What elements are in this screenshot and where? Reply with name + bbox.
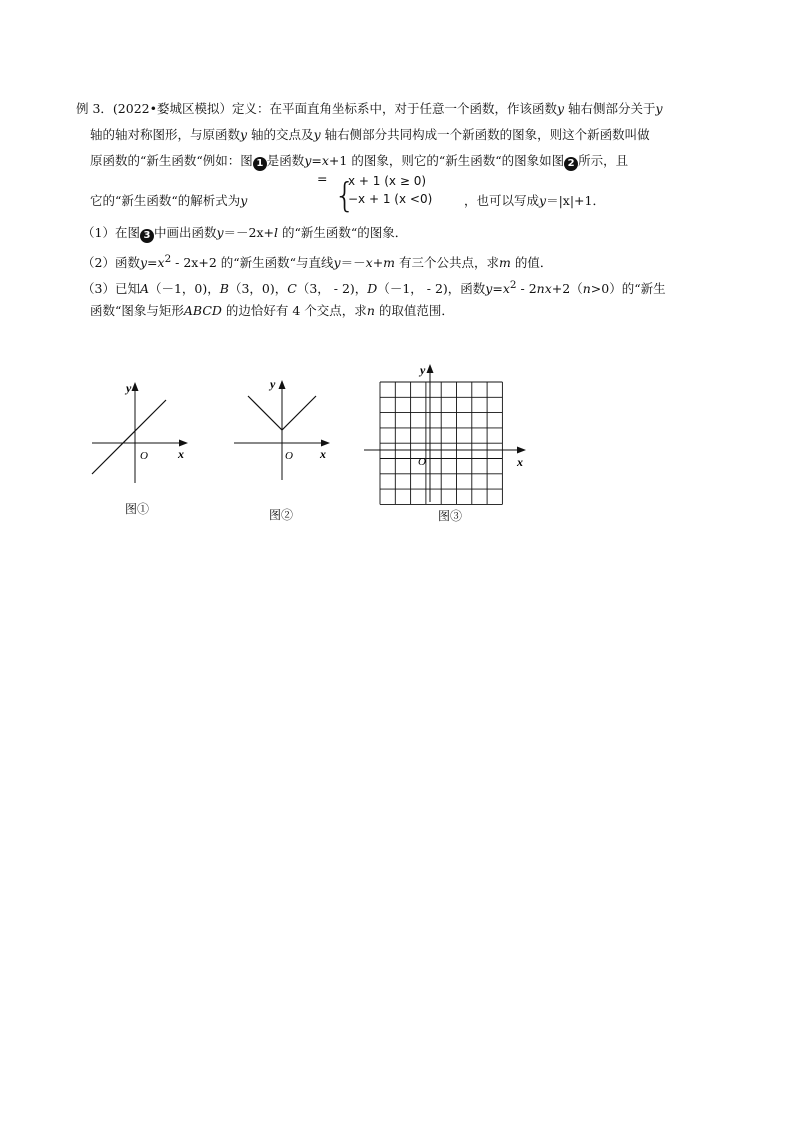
circled-1: 1 — [253, 157, 267, 171]
fig2-y-arrow — [279, 380, 286, 389]
circled-2: 2 — [564, 157, 578, 171]
figure-2-caption: 图② — [269, 508, 294, 522]
problem-line-2: 轴的轴对称图形，与原函数y 轴的交点及y 轴右侧部分共同构成一个新函数的图象，则这个新函数叫做 — [90, 127, 650, 142]
fig1-origin-label: O — [140, 450, 148, 462]
fig3-y-arrow — [427, 364, 434, 373]
fig2-origin-label: O — [285, 450, 293, 462]
question-2: （2）函数$y=x^2 - 2x+2$ 的“新生函数“与直线y＝－x+m 有三个公共点，求m 的值． — [82, 253, 553, 271]
figure-2 — [232, 374, 334, 486]
fig1-y-arrow — [132, 382, 139, 391]
fig1-x-label: x — [178, 447, 184, 461]
fig3-origin-label: O — [418, 456, 426, 468]
left-brace: { — [334, 176, 356, 216]
problem-line-1: 例 3．(2022•婺城区模拟）定义：在平面直角坐标系中，对于任意一个函数，作该函数y 轴右侧部分关于y — [76, 101, 663, 116]
figure-3 — [362, 362, 530, 504]
fig3-y-label: y — [420, 363, 426, 377]
piecewise-case-2: −x + 1 (x <0) — [348, 192, 433, 206]
problem-text — [76, 96, 726, 324]
fig3-x-arrow — [517, 447, 526, 454]
piecewise-line: 它的“新生函数“的解析式为y = { x + 1 (x ≥ 0) −x + 1 (x <0) ，也可以写成y＝|x|+1． — [76, 174, 726, 220]
question-3: （3）已知A（－1，0)，B（3，0)，C（3， - 2)，D（－1， - 2)，函数$y=x^2 - 2nx+2(n>0)$的“新生 — [82, 279, 666, 297]
figure-3-caption: 图③ — [438, 509, 463, 523]
question-3-cont: 函数“图象与矩形ABCD 的边恰好有 4 个交点，求n 的取值范围． — [90, 303, 454, 318]
fig1-x-arrow — [179, 440, 188, 447]
figure-1-caption: 图① — [125, 502, 150, 516]
figure-1 — [90, 378, 190, 488]
fig3-x-label: x — [517, 455, 523, 469]
fig1-graph-line — [92, 400, 166, 474]
circled-3: 3 — [140, 229, 154, 243]
question-1: （1）在图 3 中画出函数y＝－2x+l 的“新生函数“的图象． — [82, 225, 408, 241]
problem-line-3: 原函数的“新生函数“例如：图 1 是函数y=x+1 的图象，则它的“新生函数“的图象如图 2 所示，且 — [90, 153, 629, 169]
fig3-grid — [380, 382, 502, 504]
fig2-y-label: y — [270, 377, 276, 391]
fig1-y-label: y — [126, 381, 132, 395]
fig2-x-arrow — [321, 440, 330, 447]
fig2-x-label: x — [320, 447, 326, 461]
piecewise-case-1: x + 1 (x ≥ 0) — [348, 174, 427, 188]
